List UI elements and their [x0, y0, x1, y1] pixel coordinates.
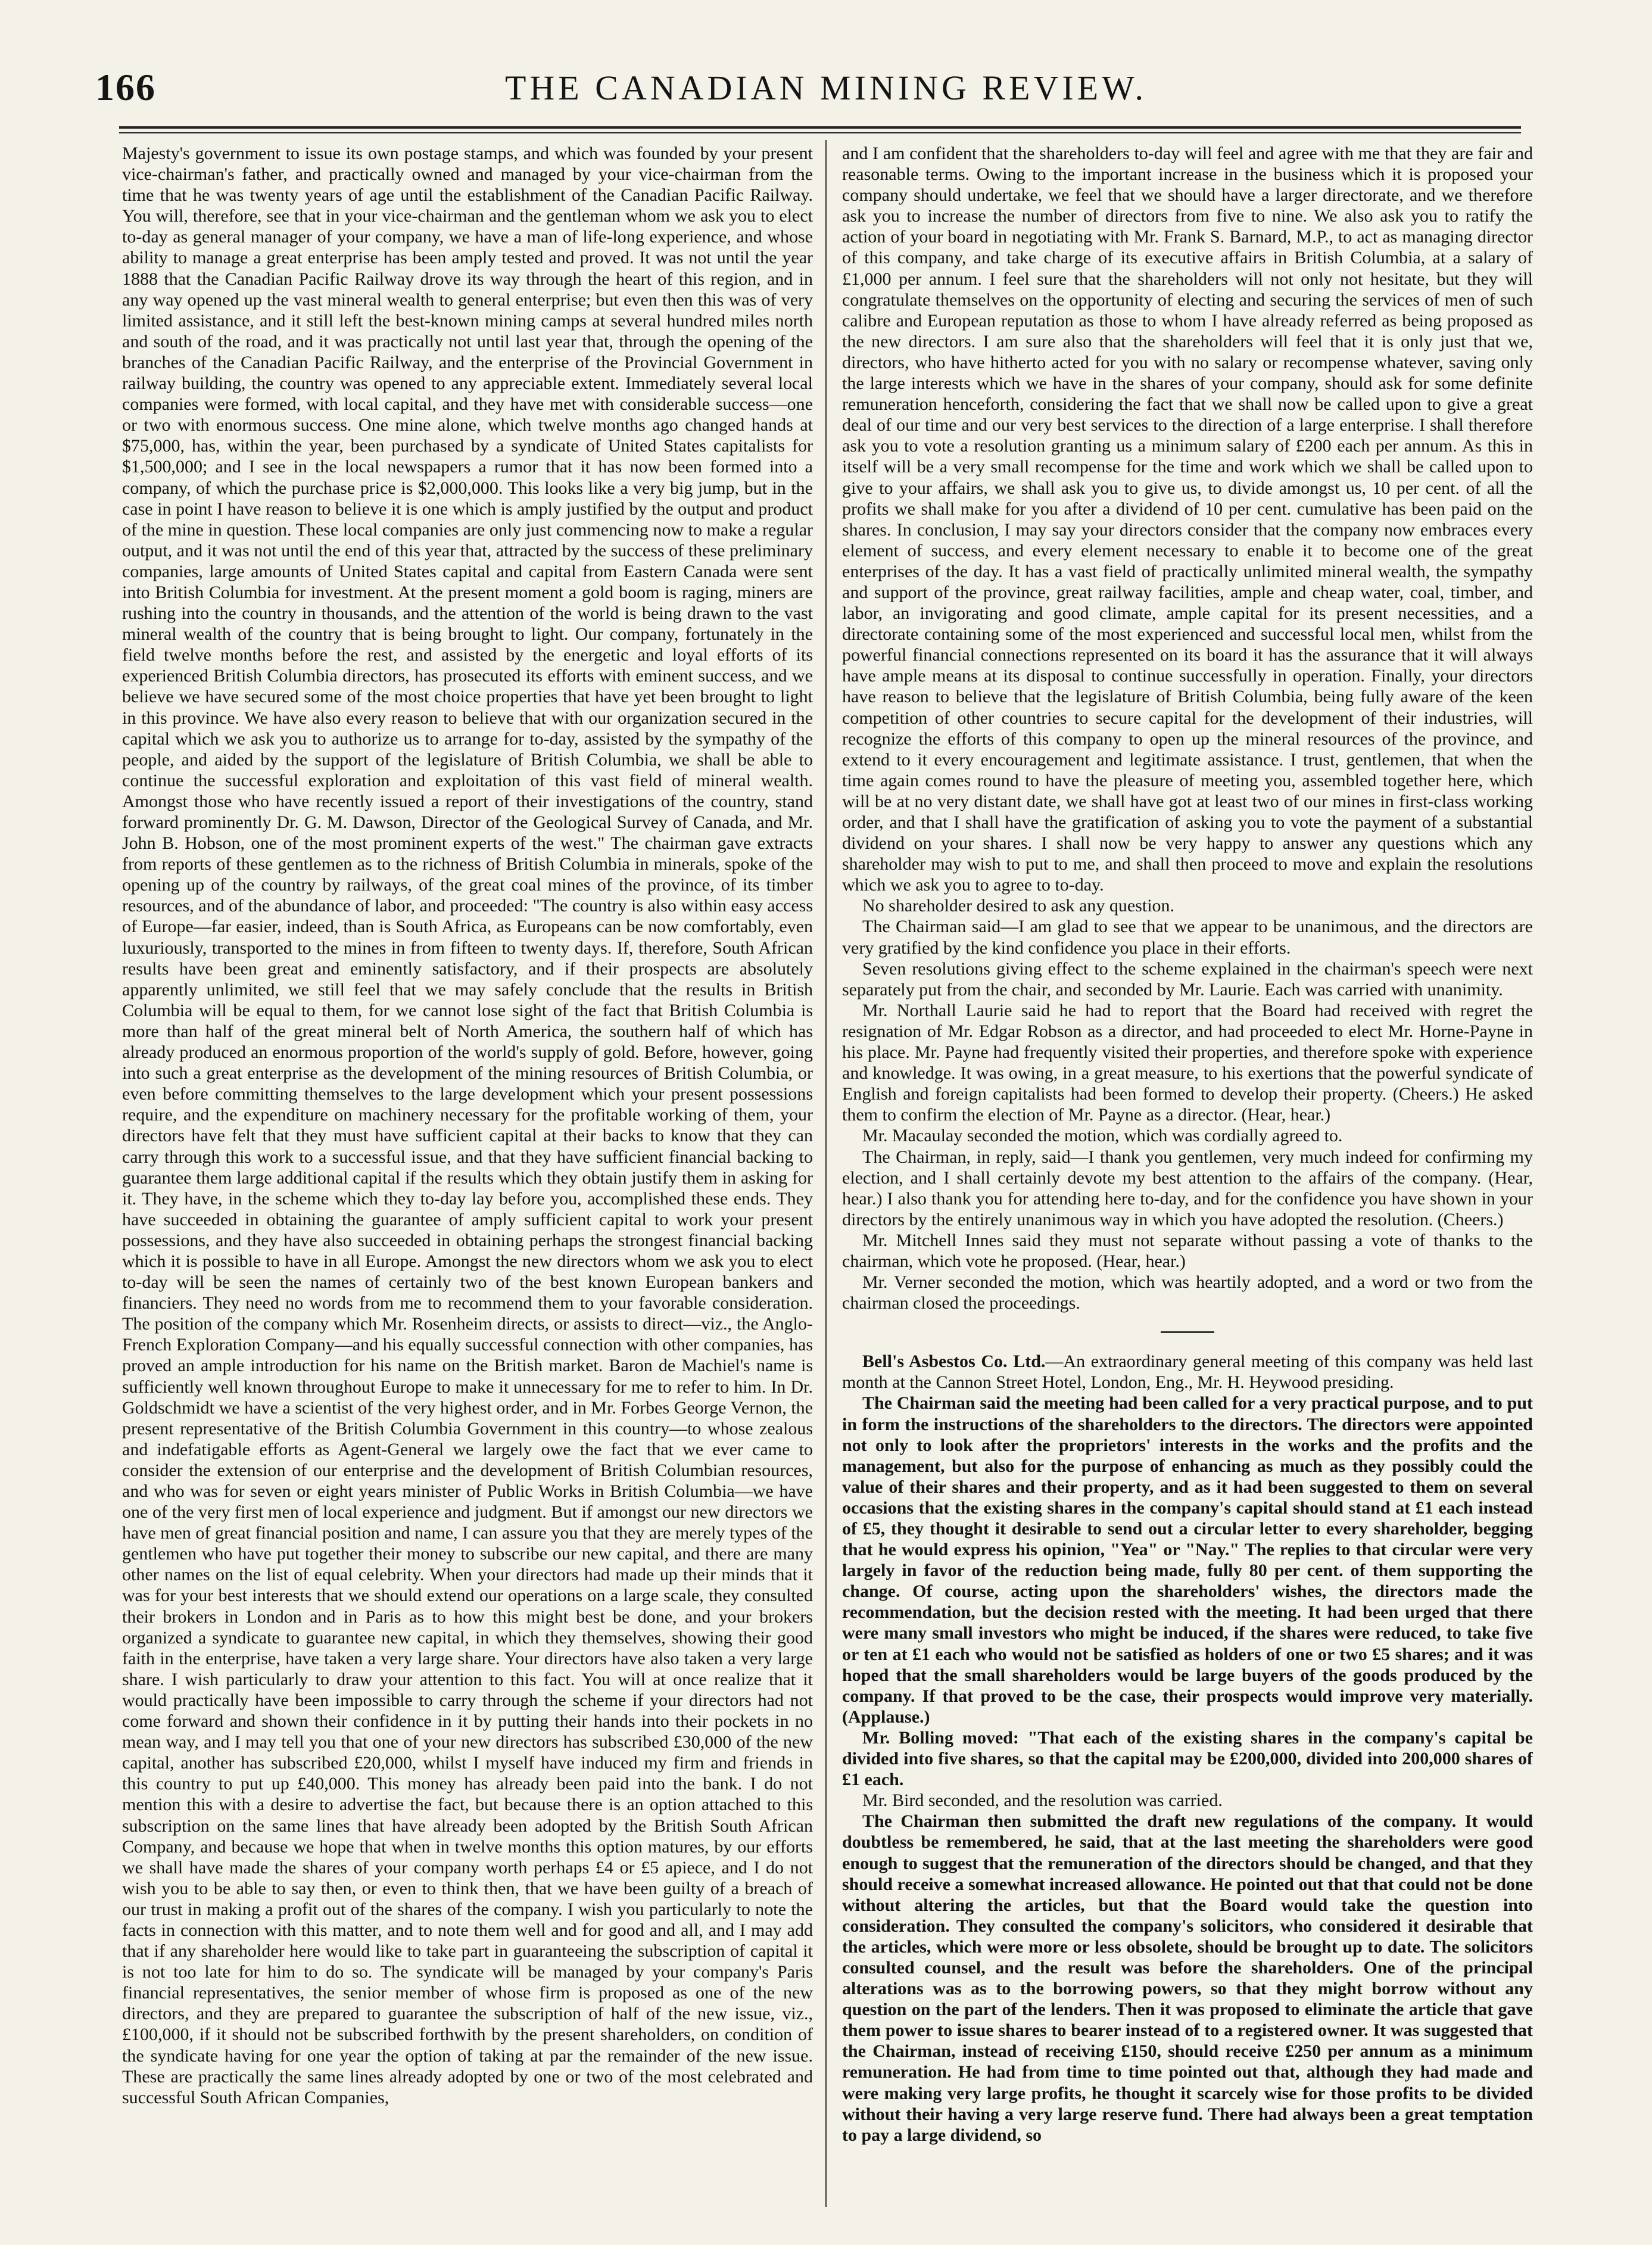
left-column [122, 143, 813, 2222]
bell-asbestos-intro [842, 1351, 1533, 1393]
article-lead-heading: Bell's Asbestos Co. Ltd. [862, 1352, 1046, 1372]
article-paragraph: Mr. Northall Laurie said he had to report that the Board had received with regret the resignation of Mr. Edgar Robson as a director, and had proceeded to elect Mr. Horne-Payne in his place. Mr. Payne had frequently visited their properties, and therefore spoke with experience and knowledge. It was owing, in a great measure, to his exertions that the powerful syndicate of English and foreign capitalists had been formed to develop their property. (Cheers.) He asked them to confirm the election of Mr. Payne as a director. (Hear, hear.) [842, 1000, 1533, 1125]
article-paragraph: Mr. Verner seconded the motion, which was heartily adopted, and a word or two from the chairman closed the proceedings. [842, 1272, 1533, 1313]
article-paragraph: Mr. Macaulay seconded the motion, which was cordially agreed to. [862, 1126, 1343, 1146]
article-paragraph: Seven resolutions giving effect to the scheme explained in the chairman's speech were next separately put from the chair, and seconded by Mr. Laurie. Each was carried with unanimity. [842, 958, 1533, 999]
header-rule [119, 126, 1521, 129]
article-lead-text: —An extraordinary general meeting of this company was held last month at the Cannon Street Hotel, London, Eng., Mr. H. Heywood presiding. [842, 1352, 1533, 1393]
article-paragraph: The Chairman said—I am glad to see that we appear to be unanimous, and the directors are very gratified by the kind confidence you place in their efforts. [842, 917, 1533, 958]
article-paragraph: Mr. Mitchell Innes said they must not separate without passing a vote of thanks to the chairman, which vote he proposed. (Hear, hear.) [842, 1230, 1533, 1271]
article-paragraph: No shareholder desired to ask any question. [862, 896, 1175, 916]
right-column [842, 143, 1533, 2222]
article-paragraph: and I am confident that the shareholders to-day will feel and agree with me that they are fair and reasonable terms. Owing to the important increase in the business which it is proposed your company should undertake, we feel that we should have a larger directorate, and we therefore ask you to increase the number of directors from five to nine. We also ask you to ratify the action of your board in negotiating with Mr. Frank S. Barnard, M.P., to act as managing director of this company, and take charge of its executive affairs in British Columbia, at a salary of £1,000 per annum. I feel sure that the shareholders will not only not hesitate, but they will congratulate themselves on the opportunity of electing and securing the services of men of such calibre and European reputation as those to whom I have already referred as being proposed as the new directors. I am sure also that the shareholders will feel that it is only just that we, directors, who have hitherto acted for you with no salary or recompense whatever, saving only the large interests which we have in the shares of your company, should ask for some definite remuneration henceforth, considering the fact that we shall now be called upon to give a great deal of our time and our very best services to the direction of a large enterprise. I shall therefore ask you to vote a resolution granting us a minimum salary of £200 each per annum. As this in itself will be a very small recompense for the time and work which we shall be called upon to give to your affairs, we shall ask you to give us, to divide amongst us, 10 per cent. of all the profits we shall make for you after a dividend of 10 per cent. cumulative has been paid on the shares. In conclusion, I may say your directors consider that the company now embraces every element of success, and every element necessary to enable it to become one of the great enterprises of the day. It has a vast field of practically unlimited mineral wealth, the sympathy and support of the province, great railway facilities, ample and cheap water, coal, timber, and labor, an invigorating and good climate, ample capital for its present necessities, and a directorate containing some of the most experienced and successful local men, whilst from the powerful financial connections represented on its board it has the assurance that it will always have ample means at its disposal to continue successfully in operation. Finally, your directors have reason to believe that the legislature of British Columbia, being fully aware of the keen competition of other countries to secure capital for the development of their industries, will recognize the efforts of this company to open up the mineral resources of the province, and extend to it every encouragement and legitimate assistance. I trust, gentlemen, that when the time again comes round to have the pleasure of meeting you, assembled together here, which will be at no very distant date, we shall have got at least two of our mines in first-class working order, and that I shall have the gratification of asking you to vote the payment of a substantial dividend on your shares. I shall now be very happy to answer any questions which any shareholder may wish to put to me, and shall then proceed to move and explain the resolutions which we ask you to agree to to-day. [842, 144, 1533, 895]
article-paragraph: Mr. Bird seconded, and the resolution was carried. [862, 1791, 1223, 1811]
article-paragraph: The Chairman said the meeting had been called for a very practical purpose, and to put in form the instructions of the shareholders to the directors. The directors were appointed not only to look after the proprietors' interests in the works and the profits and the management, but also for the purpose of enhancing as much as they possibly could the value of their shares and their property, and as it had been suggested to them on several occasions that the existing shares in the company's capital should stand at £1 each instead of £5, they thought it desirable to send out a circular letter to every shareholder, begging that he would express his opinion, "Yea" or "Nay." The replies to that circular were very largely in favor of the reduction being made, fully 80 per cent. of them supporting the change. Of course, acting upon the shareholders' wishes, the directors made the recommendation, but the decision rested with the meeting. It had been urged that there were many small investors who might be induced, if the shares were reduced, to take five or ten at £1 each who would not be satisfied as holders of one or two £5 shares; and it was hoped that the small shareholders would be large buyers of the goods produced by the company. If that proved to be the case, their prospects would improve very materially. (Applause.) [842, 1393, 1533, 1727]
article-paragraph: The Chairman, in reply, said—I thank you gentlemen, very much indeed for confirming my election, and I shall certainly devote my best attention to the affairs of the company. (Hear, hear.) I also thank you for attending here to-day, and for the confidence you have shown in your directors by the entirely unanimous way in which you have adopted the resolution. (Cheers.) [842, 1147, 1533, 1229]
header-rule-thin [119, 132, 1521, 133]
article-paragraph: Mr. Bolling moved: "That each of the existing shares in the company's capital be divided into five shares, so that the capital may be £200,000, divided into 200,000 shares of £1 each. [842, 1727, 1533, 1790]
article-paragraph: The Chairman then submitted the draft new regulations of the company. It would doubtless be remembered, he said, that at the last meeting the shareholders were good enough to suggest that the remuneration of the directors should be changed, and that they should receive a somewhat increased allowance. He pointed out that that could not be done without altering the articles, but that the Board would take the question into consideration. They consulted the company's solicitors, who considered it desirable that the articles, which were more or less obsolete, should be brought up to date. The solicitors consulted counsel, and the result was before the shareholders. One of the principal alterations was as to the borrowing powers, so that they might borrow without any question on the part of the lenders. Then it was proposed to eliminate the article that gave them power to issue shares to bearer instead of to a registered owner. It was suggested that the Chairman, instead of receiving £150, should receive £250 per annum as a minimum remuneration. He had from time to time pointed out that, although they had made and were making very large profits, he thought it scarcely wise for those profits to be divided without their having a very large reserve fund. There had always been a great temptation to pay a large dividend, so [842, 1811, 1533, 2145]
page-number: 166 [95, 66, 156, 108]
page-header [95, 66, 1557, 119]
article-separator [1161, 1331, 1214, 1333]
article-paragraph: Majesty's government to issue its own postage stamps, and which was founded by your present vice-chairman's father, and practically owned and managed by your vice-chairman from the time that he was twenty years of age until the establishment of the Canadian Pacific Railway. You will, therefore, see that in your vice-chairman and the gentleman whom we ask you to elect to-day as general manager of your company, we have a man of life-long experience, and whose ability to manage a great enterprise has been amply tested and proved. It was not until the year 1888 that the Canadian Pacific Railway drove its way through the heart of this region, and in any way opened up the vast mineral wealth to general enterprise; but even then this was of very limited assistance, and it still left the best-known mining camps at several hundred miles north and south of the road, and it was practically not until last year that, through the opening of the branches of the Canadian Pacific Railway, and the enterprise of the Provincial Government in railway building, the country was opened to any appreciable extent. Immediately several local companies were formed, with local capital, and they have met with considerable success—one or two with enormous success. One mine alone, which twelve months ago changed hands at $75,000, has, within the year, been purchased by a syndicate of United States capitalists for $1,500,000; and I see in the local newspapers a rumor that it has now been formed into a company, of which the purchase price is $2,000,000. This looks like a very big jump, but in the case in point I have reason to believe it is one which is amply justified by the output and product of the mine in question. These local companies are only just commencing now to make a regular output, and it was not until the end of this year that, attracted by the success of these preliminary companies, large amounts of United States capital and capital from Eastern Canada were sent into British Columbia for investment. At the present moment a gold boom is raging, miners are rushing into the country in thousands, and the attention of the world is being drawn to the vast mineral wealth of the country that is being brought to light. Our company, fortunately in the field twelve months before the rest, and assisted by the energetic and loyal efforts of its experienced British Columbia directors, has prosecuted its efforts with eminent success, and we believe we have secured some of the most choice properties that have yet been brought to light in this province. We have also every reason to believe that with our organization secured in the capital which we ask you to authorize us to arrange for to-day, assisted by the sympathy of the people, and aided by the support of the legislature of British Columbia, we shall be able to continue the successful exploration and exploitation of this vast field of mineral wealth. Amongst those who have recently issued a report of their investigations of the country, stand forward prominently Dr. G. M. Dawson, Director of the Geological Survey of Canada, and Mr. John B. Hobson, one of the most prominent experts of the west." The chairman gave extracts from reports of these gentlemen as to the richness of British Columbia in minerals, spoke of the opening up of the country by railways, of the great coal mines of the province, of its timber resources, and of the abundance of labor, and proceeded: "The country is also within easy access of Europe—far easier, indeed, than is South Africa, as Europeans can be now comfortably, even luxuriously, transported to the mines in from fifteen to twenty days. If, therefore, South African results have been great and eminently satisfactory, and if their prospects are absolutely apparently unlimited, we still feel that we may safely conclude that the results in British Columbia will be equal to them, for we cannot lose sight of the fact that British Columbia is more than half of the great mineral belt of North America, the southern half of which has already produced an enormous proportion of the world's supply of gold. Before, however, going into such a great enterprise as the development of the mining resources of British Columbia, or even before committing themselves to the large development which your present possessions require, and the expenditure on machinery necessary for the profitable working of them, your directors have felt that they must have sufficient capital at their backs to know that they can carry through this work to a successful issue, and that they have sufficient financial backing to guarantee them large additional capital if the results which they obtain justify them in asking for it. They have, in the scheme which they to-day lay before you, accomplished these ends. They have succeeded in obtaining the guarantee of amply sufficient capital to work your present possessions, and they have also succeeded in obtaining perhaps the strongest financial backing which it is possible to have in all Europe. Amongst the new directors whom we ask you to elect to-day will be seen the names of certainly two of the best known European bankers and financiers. They need no words from me to recommend them to your favorable consideration. The position of the company which Mr. Rosenheim directs, or assists to direct—viz., the Anglo-French Exploration Company—and his equally successful connection with other companies, has proved an ample introduction for his name on the British market. Baron de Machiel's name is sufficiently well known throughout Europe to make it unnecessary for me to refer to him. In Dr. Goldschmidt we have a scientist of the very highest order, and in Mr. Forbes George Vernon, the present representative of the British Columbia Government in this country—to whose zealous and indefatigable efforts as Agent-General we largely owe the fact that we ever came to consider the extension of our enterprise and the development of British Columbian resources, and who was for seven or eight years minister of Public Works in British Columbia—we have one of the very first men of local experience and judgment. But if amongst our new directors we have men of great financial position and name, I can assure you that they are merely types of the gentlemen who have put together their money to subscribe our new capital, and there are many other names on the list of equal celebrity. When your directors had made up their minds that it was for your best interests that we should extend our operations on a large scale, they consulted their brokers in London and in Paris as to how this might best be done, and your brokers organized a syndicate to guarantee new capital, in which they themselves, showing their good faith in the enterprise, have taken a very large share. Your directors have also taken a very large share. I wish particularly to draw your attention to this fact. You will at once realize that it would practically have been impossible to carry through the scheme if your directors had not come forward and shown their confidence in it by putting their hands into their pockets in no mean way, and I may tell you that one of your new directors has subscribed £30,000 of the new capital, another has subscribed £20,000, whilst I myself have induced my firm and friends in this country to put up £40,000. This money has already been paid into the bank. I do not mention this with a desire to advertise the fact, but because there is an option attached to this subscription on the same lines that have already been adopted by the British South African Company, and because we hope that when in twelve months this option matures, by our efforts we shall have made the shares of your company worth perhaps £4 or £5 apiece, and I do not wish you to be able to say then, or even to think then, that we have been guilty of a breach of our trust in making a profit out of the shares of the company. I wish you particularly to note the facts in connection with this matter, and to note them well and for good and all, and I may add that if any shareholder here would like to take part in guaranteeing the subscription of capital it is not too late for him to do so. The syndicate will be managed by your company's Paris financial representatives, the senior member of whose firm is proposed as one of the new directors, and they are prepared to guarantee the subscription of half of the new issue, viz., £100,000, if it should not be subscribed forthwith by the present shareholders, on condition of the syndicate having for one year the option of taking at par the remainder of the new issue. These are practically the same lines already adopted by one or two of the most celebrated and successful South African Companies, [122, 144, 813, 2107]
journal-title: THE CANADIAN MINING REVIEW. [504, 68, 1148, 107]
column-divider [825, 140, 827, 2207]
